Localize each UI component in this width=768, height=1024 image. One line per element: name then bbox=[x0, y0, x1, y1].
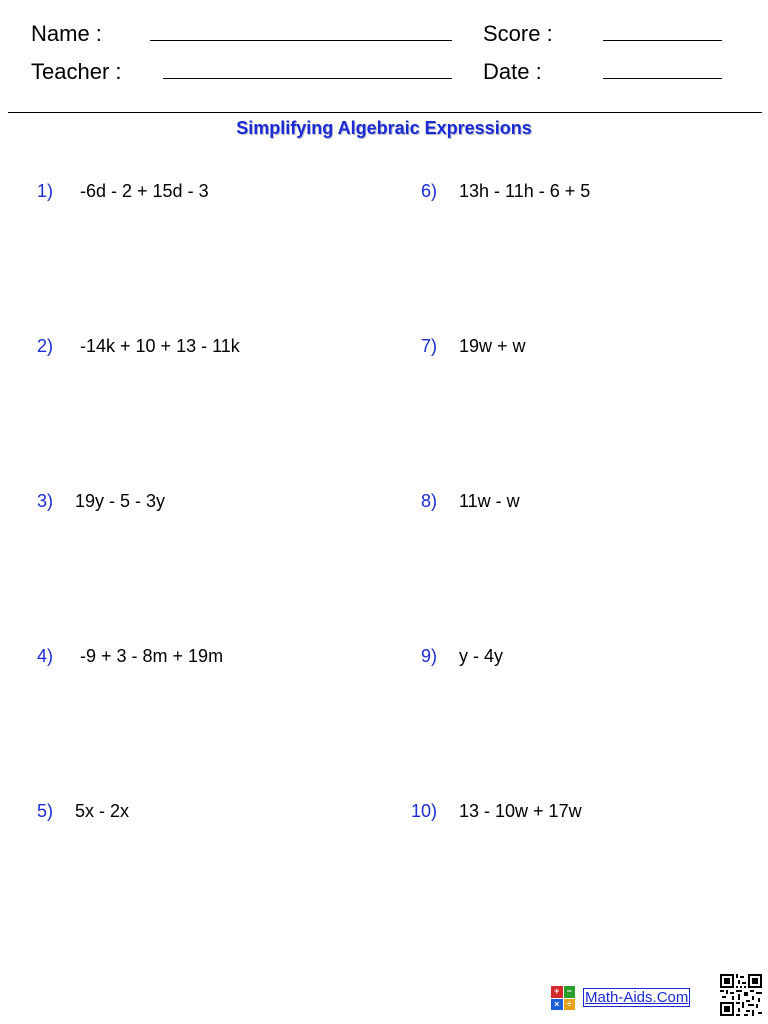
score-field-line[interactable] bbox=[603, 40, 722, 41]
problem-expression: 11w - w bbox=[459, 491, 520, 511]
qr-code-icon bbox=[720, 974, 762, 1016]
logo-minus: − bbox=[564, 986, 576, 998]
math-aids-link[interactable]: Math-Aids.Com bbox=[585, 989, 689, 1006]
problem-expression: 5x - 2x bbox=[75, 801, 130, 821]
problem-number: 2) bbox=[37, 336, 54, 356]
problem-number: 10) bbox=[411, 801, 438, 821]
score-label: Score : bbox=[483, 21, 553, 46]
problem-expression: -9 + 3 - 8m + 19m bbox=[80, 646, 224, 666]
problem-expression: -6d - 2 + 15d - 3 bbox=[80, 181, 209, 201]
logo-divide: ÷ bbox=[564, 999, 576, 1011]
logo-times: × bbox=[551, 999, 563, 1011]
problem-number: 1) bbox=[37, 181, 54, 201]
problem-expression: -14k + 10 + 13 - 11k bbox=[80, 336, 240, 356]
problem-number: 6) bbox=[421, 181, 438, 201]
teacher-label: Teacher : bbox=[31, 59, 122, 84]
problem-expression: y - 4y bbox=[459, 646, 504, 666]
problem-expression: 19y - 5 - 3y bbox=[75, 491, 166, 511]
math-aids-logo-icon bbox=[551, 986, 575, 1010]
problem-number: 3) bbox=[37, 491, 54, 511]
header-divider bbox=[8, 112, 762, 113]
worksheet-title: Simplifying Algebraic Expressions bbox=[236, 118, 532, 138]
name-label: Name : bbox=[31, 21, 102, 46]
teacher-field-line[interactable] bbox=[163, 78, 452, 79]
problem-number: 4) bbox=[37, 646, 54, 666]
problem-expression: 13 - 10w + 17w bbox=[459, 801, 582, 821]
problem-expression: 13h - 11h - 6 + 5 bbox=[459, 181, 591, 201]
problem-number: 9) bbox=[421, 646, 438, 666]
problem-expression: 19w + w bbox=[459, 336, 526, 356]
logo-plus: + bbox=[551, 986, 563, 998]
date-label: Date : bbox=[483, 59, 542, 84]
problem-number: 5) bbox=[37, 801, 54, 821]
name-field-line[interactable] bbox=[150, 40, 452, 41]
problem-number: 8) bbox=[421, 491, 438, 511]
date-field-line[interactable] bbox=[603, 78, 722, 79]
problem-number: 7) bbox=[421, 336, 438, 356]
